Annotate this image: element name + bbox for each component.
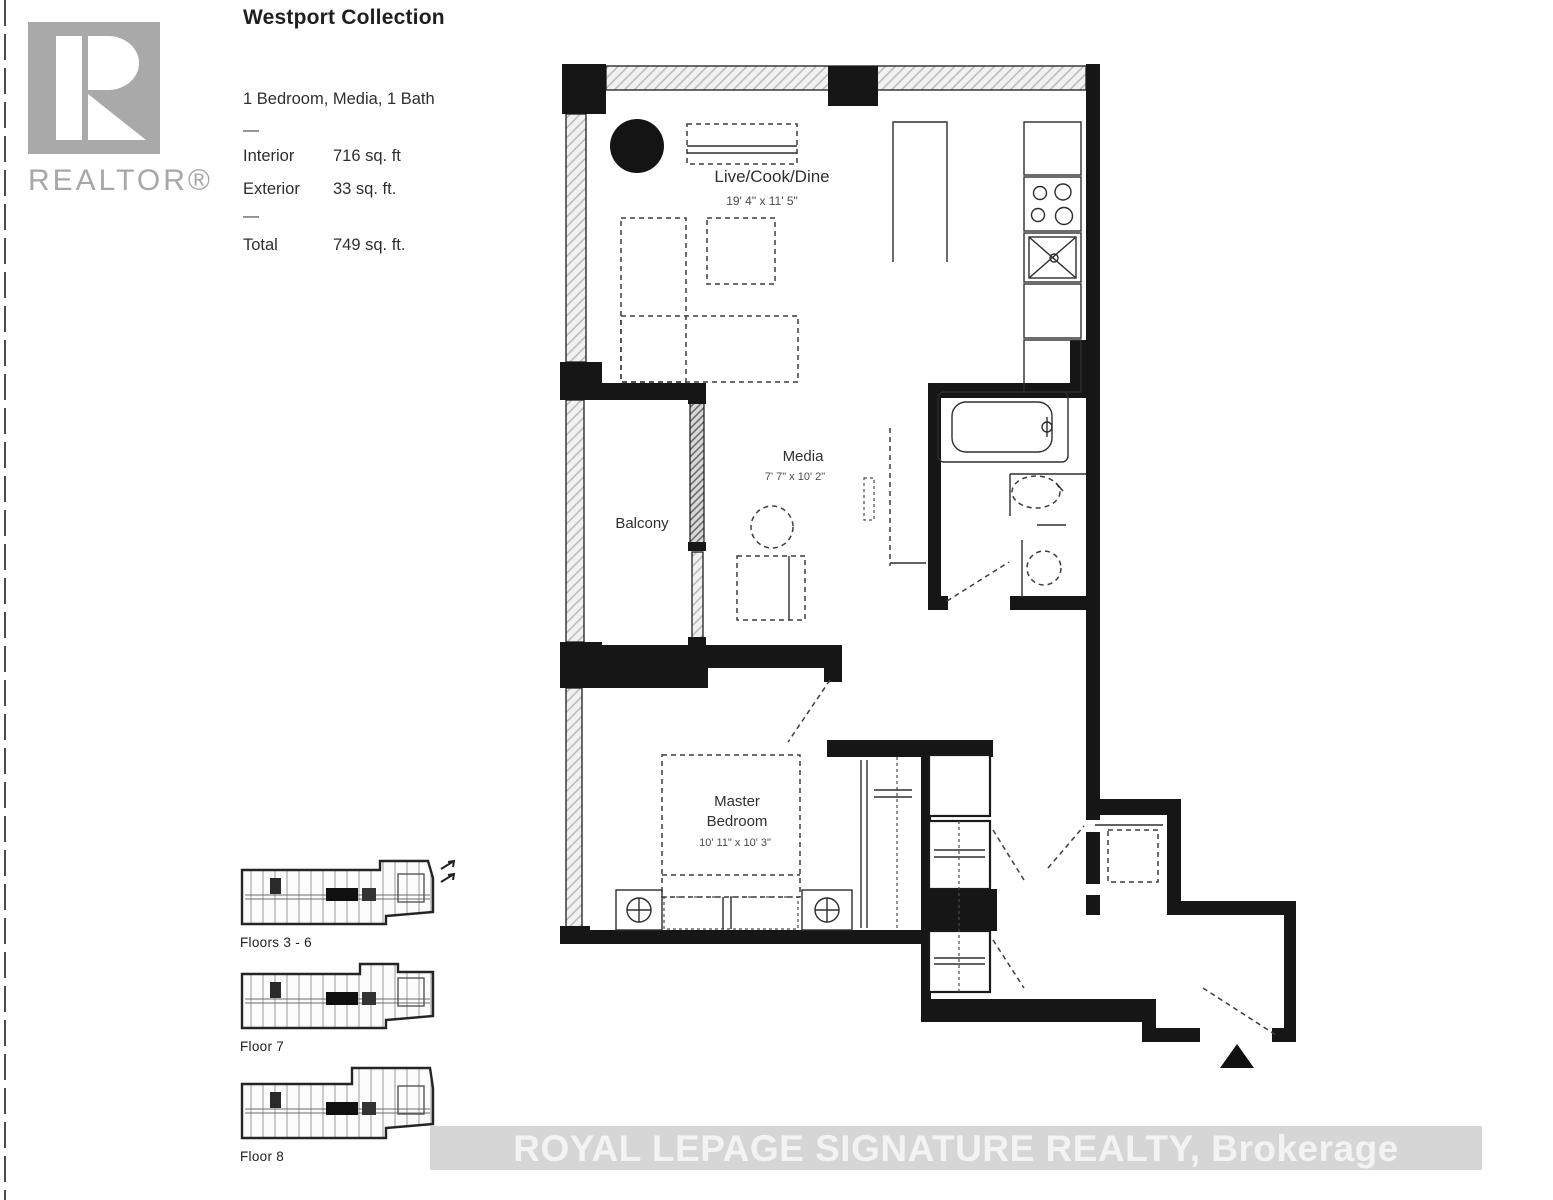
- kitchen-cabinet: [1024, 122, 1081, 175]
- walls: [560, 64, 1296, 1042]
- living-room-furniture: [610, 119, 947, 382]
- laundry-door-swing: [1048, 826, 1084, 868]
- summary-label: Interior: [243, 147, 295, 165]
- keyplan-floor-8: [240, 1064, 440, 1164]
- sideboard: [687, 124, 797, 164]
- armchair: [707, 218, 775, 284]
- brokerage-watermark: ROYAL LEPAGE SIGNATURE REALTY, Brokerage: [430, 1126, 1482, 1170]
- summary-value: 749 sq. ft.: [333, 236, 406, 254]
- keyplan-drawing: [240, 1064, 436, 1146]
- sofa-seat: [621, 316, 798, 382]
- room-label-master-2: Bedroom: [706, 813, 768, 830]
- bedroom-door-swing: [788, 680, 830, 742]
- window-bands: [566, 66, 1086, 928]
- page-title: Westport Collection: [243, 6, 445, 29]
- summary-label: Exterior: [243, 180, 300, 198]
- realtor-wordmark: REALTOR®: [28, 164, 214, 197]
- media-table: [751, 506, 793, 548]
- room-label-master-1: Master: [714, 793, 760, 810]
- room-dims-media: 7' 7" x 10' 2": [764, 471, 826, 483]
- keyplan-highlighted-unit: [326, 888, 358, 901]
- keyplan-drawing: [240, 858, 436, 932]
- keyplan-label: Floor 7: [240, 1039, 285, 1054]
- north-arrows-icon: [438, 858, 458, 886]
- bedroom-furniture: [616, 680, 912, 930]
- kitchen-cabinet: [1024, 284, 1081, 338]
- divider: —: [243, 122, 259, 139]
- dining-table: [610, 119, 664, 173]
- scan-artifact-line: [4, 0, 6, 1200]
- summary-row-total: [243, 236, 405, 255]
- divider: —: [243, 208, 259, 225]
- summary-value: 33 sq. ft.: [333, 180, 397, 198]
- bathroom-door-swing: [947, 562, 1009, 601]
- room-labels: [615, 167, 829, 849]
- unit-configuration: 1 Bedroom, Media, 1 Bath: [243, 90, 435, 108]
- summary-row-interior: [243, 147, 401, 166]
- media-room-furniture: [737, 428, 926, 620]
- room-dims-living: 19' 4" x 11' 5": [726, 194, 798, 208]
- keyplan-unit-block: [270, 878, 281, 894]
- keyplan-floors-3-6: [240, 858, 440, 950]
- closet: [929, 755, 990, 816]
- sofa-chaise: [621, 218, 686, 382]
- floorplan-drawing: [540, 50, 1310, 1090]
- cooktop: [1024, 177, 1081, 231]
- realtor-logo: [28, 22, 228, 198]
- vanity-sink: [1012, 476, 1060, 508]
- entry-arrow: [1220, 1044, 1254, 1068]
- realtor-r-icon: [28, 22, 160, 154]
- keyplan-drawing: [240, 960, 436, 1036]
- closet-door-swing: [993, 940, 1024, 988]
- keyplan-highlighted-unit: [326, 1102, 358, 1115]
- summary-value: 716 sq. ft: [333, 147, 401, 165]
- room-label-balcony: Balcony: [615, 515, 669, 532]
- room-label-living: Live/Cook/Dine: [714, 167, 830, 186]
- room-dims-master: 10' 11" x 10' 3": [699, 837, 771, 849]
- summary-label: Total: [243, 236, 278, 254]
- room-label-media: Media: [782, 448, 824, 465]
- closet: [929, 821, 990, 889]
- kitchen-peninsula: [893, 122, 947, 262]
- keyplan-label: Floor 8: [240, 1149, 285, 1164]
- keyplan-highlighted-unit: [326, 992, 358, 1005]
- entry-door-leaf: [1203, 988, 1276, 1035]
- washer-dryer: [1108, 830, 1158, 882]
- keyplan-floor-7: [240, 960, 440, 1054]
- bathroom-fixtures: [938, 392, 1086, 601]
- toilet: [1027, 551, 1061, 585]
- media-desk: [737, 556, 805, 620]
- summary-row-exterior: [243, 180, 396, 199]
- closet-door-swing: [993, 830, 1024, 880]
- keyplan-label: Floors 3 - 6: [240, 935, 312, 950]
